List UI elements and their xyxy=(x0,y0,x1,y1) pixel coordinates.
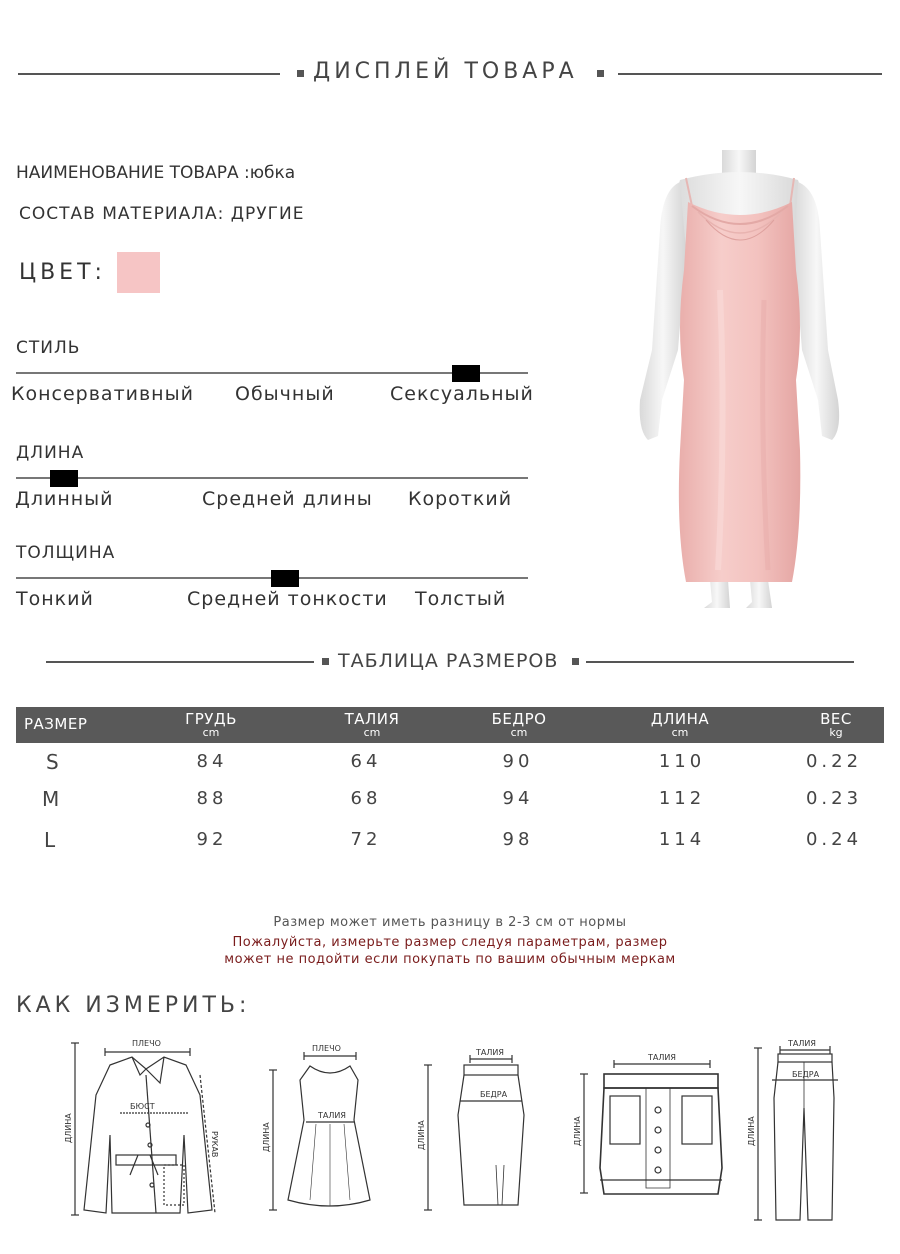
measure-warning-line-2: может не подойти если покупать по вашим обычным меркам xyxy=(224,952,676,967)
size-tolerance-note: Размер может иметь разницу в 2-3 см от нормы xyxy=(273,915,627,930)
table-cell-length: 114 xyxy=(658,829,706,850)
sizes-header-line-left xyxy=(46,661,314,663)
length-scale-marker xyxy=(50,470,78,487)
product-image xyxy=(600,150,880,620)
length-option-long: Длинный xyxy=(15,488,114,510)
length-option-short: Короткий xyxy=(408,488,513,510)
table-cell-weight: 0.24 xyxy=(805,829,863,850)
waist-label: ТАЛИЯ xyxy=(476,1048,504,1057)
sizes-header-dot-left xyxy=(322,658,329,665)
style-scale-marker xyxy=(452,365,480,382)
table-cell-length: 112 xyxy=(658,788,706,809)
column-header-hip: БЕДРО cm xyxy=(491,710,547,739)
table-cell-waist: 64 xyxy=(350,751,382,772)
product-name: НАИМЕНОВАНИЕ ТОВАРА :юбка xyxy=(16,163,296,183)
bust-label: БЮСТ xyxy=(130,1102,155,1111)
size-table-title: ТАБЛИЦА РАЗМЕРОВ xyxy=(338,650,559,672)
color-swatch xyxy=(117,252,160,293)
column-header-bust: ГРУДЬ cm xyxy=(185,710,237,739)
table-cell-hip: 98 xyxy=(502,829,534,850)
thickness-option-thin: Тонкий xyxy=(16,588,94,610)
length-label: ДЛИНА xyxy=(747,1116,756,1146)
shoulder-label: ПЛЕЧО xyxy=(132,1039,161,1048)
table-cell-hip: 90 xyxy=(502,751,534,772)
length-label: ДЛИНА xyxy=(64,1113,73,1143)
table-cell-bust: 84 xyxy=(196,751,228,772)
length-option-medium: Средней длины xyxy=(202,488,373,510)
display-header-dot-left xyxy=(297,70,304,77)
sizes-header-dot-right xyxy=(572,658,579,665)
table-row-size: L xyxy=(44,828,56,852)
length-label: ДЛИНА xyxy=(417,1120,426,1150)
pink-slip-dress xyxy=(679,178,800,582)
column-header-waist: ТАЛИЯ cm xyxy=(344,710,400,739)
thickness-option-medium: Средней тонкости xyxy=(187,588,388,610)
shoulder-label: ПЛЕЧО xyxy=(312,1044,341,1053)
sleeve-label: РУКАВ xyxy=(210,1131,219,1158)
table-cell-waist: 68 xyxy=(350,788,382,809)
thickness-scale-marker xyxy=(271,570,299,587)
thickness-scale-label: ТОЛЩИНА xyxy=(16,543,116,563)
display-header-dot-right xyxy=(597,70,604,77)
hip-label: БЕДРА xyxy=(480,1090,508,1099)
table-row-size: S xyxy=(46,750,59,774)
jacket-diagram xyxy=(60,1035,235,1225)
display-header-line-left xyxy=(18,73,280,75)
table-cell-hip: 94 xyxy=(502,788,534,809)
display-header-line-right xyxy=(618,73,882,75)
table-row-size: M xyxy=(42,787,60,811)
dress-diagram xyxy=(258,1040,378,1220)
table-cell-weight: 0.22 xyxy=(805,751,863,772)
material-composition: СОСТАВ МАТЕРИАЛА: ДРУГИЕ xyxy=(19,204,305,224)
table-cell-bust: 92 xyxy=(196,829,228,850)
table-cell-length: 110 xyxy=(658,751,706,772)
style-option-sexy: Сексуальный xyxy=(390,383,534,405)
style-option-casual: Обычный xyxy=(235,383,335,405)
display-section-title: ДИСПЛЕЙ ТОВАРА xyxy=(313,59,578,84)
waist-label: ТАЛИЯ xyxy=(648,1053,676,1062)
hip-label: БЕДРА xyxy=(792,1070,820,1079)
table-cell-waist: 72 xyxy=(350,829,382,850)
color-label: ЦВЕТ: xyxy=(19,260,106,285)
length-label: ДЛИНА xyxy=(573,1116,582,1146)
how-to-measure-title: КАК ИЗМЕРИТЬ: xyxy=(16,993,251,1018)
column-header-length: ДЛИНА cm xyxy=(650,710,710,739)
length-scale-line xyxy=(16,477,528,479)
column-header-size: РАЗМЕР xyxy=(24,715,88,733)
style-scale-label: СТИЛЬ xyxy=(16,338,81,358)
size-table-header xyxy=(16,707,884,743)
waist-label: ТАЛИЯ xyxy=(318,1111,346,1120)
table-cell-bust: 88 xyxy=(196,788,228,809)
sizes-header-line-right xyxy=(586,661,854,663)
thickness-option-thick: Толстый xyxy=(415,588,507,610)
length-scale-label: ДЛИНА xyxy=(16,443,85,463)
column-header-weight: ВЕС kg xyxy=(820,710,852,739)
style-option-conservative: Консервативный xyxy=(11,383,194,405)
measure-warning-line-1: Пожалуйста, измерьте размер следуя параметрам, размер xyxy=(232,935,668,950)
pants-diagram xyxy=(746,1038,846,1228)
pencil-skirt-diagram xyxy=(414,1045,534,1220)
table-cell-weight: 0.23 xyxy=(805,788,863,809)
length-label: ДЛИНА xyxy=(262,1122,271,1152)
shorts-diagram xyxy=(570,1048,730,1203)
waist-label: ТАЛИЯ xyxy=(788,1039,816,1048)
